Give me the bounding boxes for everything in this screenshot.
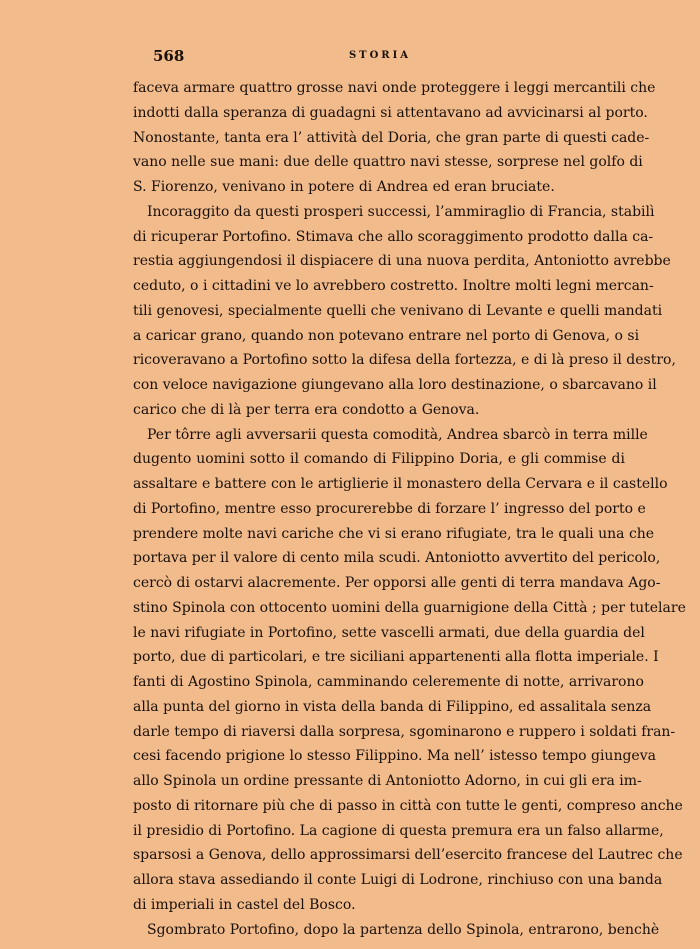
- text-line: di imperiali in castel del Bosco.: [133, 896, 356, 913]
- text-line: S. Fiorenzo, venivano in potere di Andrea ed eran bruciate.: [133, 179, 555, 195]
- running-title: STORIA: [348, 50, 412, 61]
- text-line: Nonostante, tanta era l’ attività del Doria, che gran parte di questi cade-: [133, 129, 650, 146]
- text-line: faceva armare quattro grosse navi onde proteggere i leggi mercantili che: [133, 80, 656, 96]
- paragraph-3: [133, 423, 686, 918]
- text-line: assaltare e battere con le artiglierie il monastero della Cervara e il castello: [133, 476, 668, 492]
- text-line: allo Spinola un ordine pressante di Antoniotto Adorno, in cui gli era im-: [133, 773, 642, 789]
- text-line: sparsosi a Genova, dello approssimarsi dell’esercito francese del Lautrec che: [133, 847, 683, 864]
- text-line: cesi facendo prigione lo stesso Filippino. Ma nell’ istesso tempo giungeva: [133, 748, 656, 765]
- text-line: Per tôrre agli avversarii questa comodità, Andrea sbarcò in terra mille: [147, 426, 648, 443]
- text-line: ceduto, o i cittadini ve lo avrebbero costretto. Inoltre molti legni mercan-: [133, 278, 654, 294]
- page-number: 568: [153, 47, 185, 65]
- text-line: Sgombrato Portofino, dopo la partenza dello Spinola, entrarono, benchè: [147, 921, 660, 938]
- text-line: restia aggiungendosi il dispiacere di una nuova perdita, Antoniotto avrebbe: [133, 253, 671, 270]
- text-line: alla punta del giorno in vista della banda di Filippino, ed assalitala senza: [133, 698, 652, 715]
- text-line: di ricuperar Portofino. Stimava che allo scoraggimento prodotto dalla ca-: [133, 228, 654, 245]
- text-line: il presidio di Portofino. La cagione di questa premura era un falso allarme,: [133, 822, 664, 839]
- paragraph-1: [133, 76, 656, 200]
- text-line: stino Spinola con ottocento uomini della guarnigione della Città ; per tutelare: [133, 599, 686, 616]
- text-line: posto di ritornare più che di passo in città con tutte le genti, compreso anche: [133, 797, 683, 814]
- text-line: prendere molte navi cariche che vi si erano rifugiate, tra le quali una che: [133, 525, 655, 542]
- page-header: [135, 47, 625, 69]
- text-line: le navi rifugiate in Portofino, sette vascelli armati, due della guardia del: [133, 624, 645, 641]
- text-line: darle tempo di riaversi dalla sorpresa, sgominarono e ruppero i soldati fran-: [133, 723, 676, 740]
- text-line: con veloce navigazione giungevano alla loro destinazione, o sbarcavano il: [133, 377, 657, 393]
- text-line: cercò di ostarvi alacremente. Per opporsi alle genti di terra mandava Ago-: [133, 575, 661, 591]
- text-line: di Portofino, mentre esso procurerebbe di forzare l’ ingresso del porto e: [133, 500, 646, 517]
- text-line: portava per il valore di cento mila scudi. Antoniotto avvertito del pericolo,: [133, 550, 661, 567]
- text-line: fanti di Agostino Spinola, camminando celeremente di notte, arrivarono: [133, 674, 644, 690]
- text-line: a caricar grano, quando non potevano entrare nel porto di Genova, o si: [133, 327, 640, 344]
- text-line: vano nelle sue mani: due delle quattro navi stesse, sorprese nel golfo di: [133, 154, 643, 171]
- text-line: Incoraggito da questi prosperi successi, l’ammiraglio di Francia, stabilì: [147, 203, 655, 220]
- paragraph-2: [133, 200, 676, 423]
- text-line: tili genovesi, specialmente quelli che venivano di Levante e quelli mandati: [133, 302, 663, 319]
- paragraph-4: [133, 918, 660, 943]
- text-line: ricoveravano a Portofino sotto la difesa della fortezza, e di là preso il destro,: [133, 352, 676, 369]
- body-text: [133, 76, 686, 942]
- text-line: porto, due di particolari, e tre siciliani appartenenti alla flotta imperiale. I: [133, 649, 659, 666]
- text-line: indotti dalla speranza di guadagni si attentavano ad avvicinarsi al porto.: [133, 104, 648, 121]
- text-line: allora stava assediando il conte Luigi di Lodrone, rinchiuso con una banda: [133, 872, 663, 888]
- text-line: dugento uomini sotto il comando di Filippino Doria, e gli commise di: [133, 451, 625, 468]
- text-line: carico che di là per terra era condotto a Genova.: [133, 401, 480, 418]
